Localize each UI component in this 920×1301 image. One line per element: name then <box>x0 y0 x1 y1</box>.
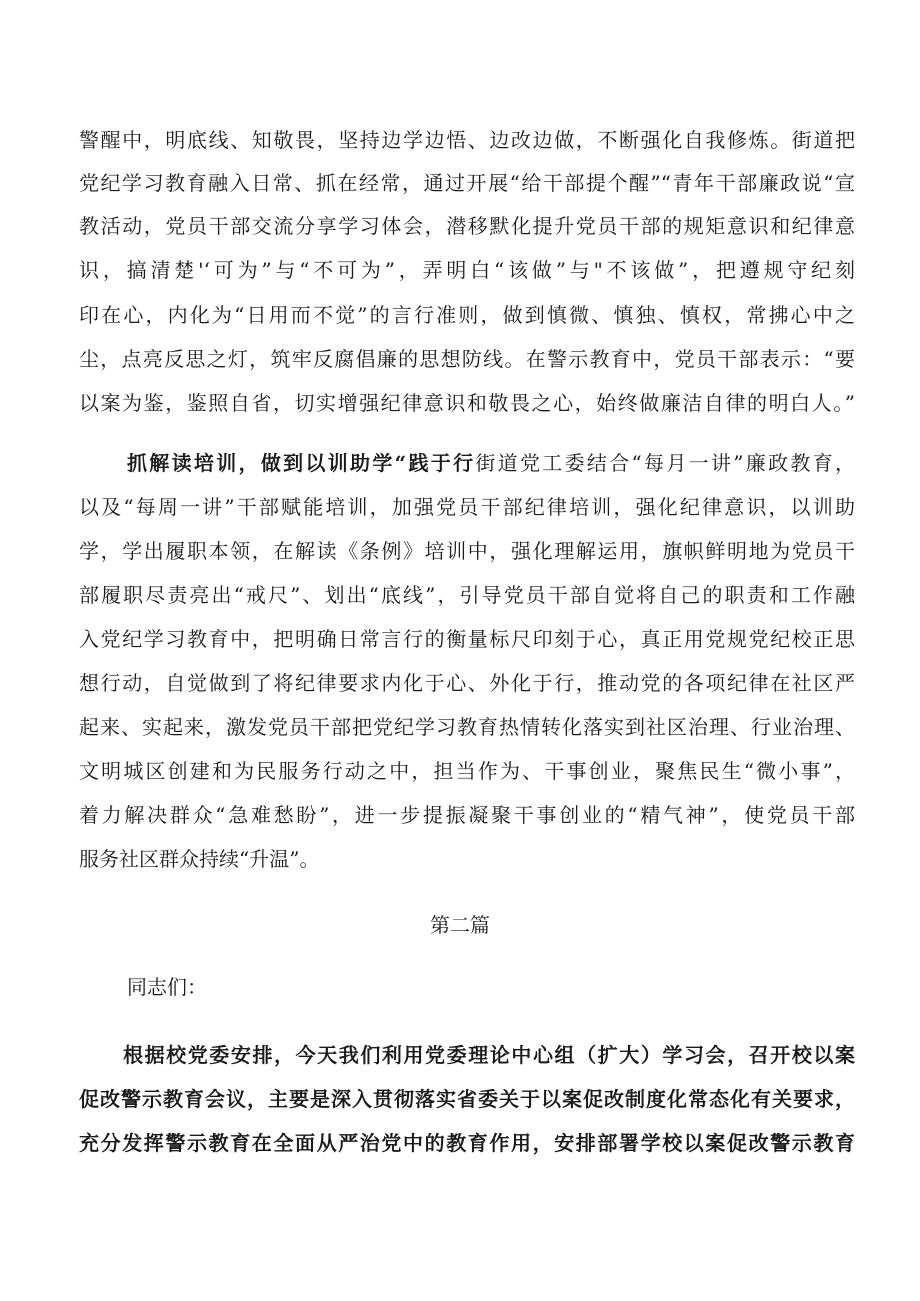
paragraph-line: 促改警示教育会议，主要是深入贯彻落实省委关于以案促改制度化常态化有关要求， <box>79 1087 855 1111</box>
paragraph-line: 教活动，党员干部交流分享学习体会，潜移默化提升党员干部的规矩意识和纪律意 <box>79 214 855 238</box>
paragraph-line: 以及“每周一讲”干部赋能培训，加强党员干部纪律培训，强化纪律意识，以训助 <box>79 495 855 519</box>
paragraph-line: 部履职尽责亮出“戒尺”、划出“底线”，引导党员干部自觉将自己的职责和工作融 <box>79 583 855 607</box>
paragraph-line: 入党纪学习教育中，把明确日常言行的衡量标尺印刻于心，真正用党规党纪校正思 <box>79 627 855 651</box>
section-heading: 第二篇 <box>430 913 490 937</box>
paragraph-first-line-rest: 街道党工委结合“每月一讲”廉政教育， <box>475 451 855 475</box>
paragraph-line: 想行动，自觉做到了将纪律要求内化于心、外化于行，推动党的各项纪律在社区严 <box>79 671 855 695</box>
paragraph-line: 警醒中，明底线、知敬畏，坚持边学边悟、边改边做，不断强化自我修炼。街道把 <box>79 128 855 152</box>
paragraph-line: 尘，点亮反思之灯，筑牢反腐倡廉的思想防线。在警示教育中，党员干部表示：“要 <box>79 347 855 371</box>
paragraph-line: 以案为鉴，鉴照自省，切实增强纪律意识和敬畏之心，始终做廉洁自律的明白人。” <box>79 391 855 415</box>
salutation: 同志们： <box>127 975 207 999</box>
paragraph-lead-bold: 抓解读培训，做到以训助学“践于行 <box>127 451 476 475</box>
paragraph-line: 识，搞清楚'‘可为”与“不可为”，弄明白“该做”与"不该做”，把遵规守纪刻 <box>79 258 855 282</box>
paragraph-line: 学，学出履职本领，在解读《条例》培训中，强化理解运用，旗帜鲜明地为党员干 <box>79 539 855 563</box>
paragraph-last-line: 服务社区群众持续“升温”。 <box>79 847 320 871</box>
paragraph-first-line <box>127 453 855 473</box>
paragraph-line: 文明城区创建和为民服务行动之中，担当作为、干事创业，聚焦民生“微小事”， <box>79 759 855 783</box>
paragraph-line: 着力解决群众“急难愁盼”，进一步提振凝聚干事创业的“精气神”，使党员干部 <box>79 803 855 827</box>
paragraph-line: 印在心，内化为“日用而不觉”的言行准则，做到慎微、慎独、慎权，常拂心中之 <box>79 303 855 327</box>
paragraph-line: 充分发挥警示教育在全面从严治党中的教育作用，安排部署学校以案促改警示教育 <box>79 1131 855 1155</box>
paragraph-line: 党纪学习教育融入日常、抓在经常，通过开展“给干部提个醒”“青年干部廉政说“宣 <box>79 171 855 195</box>
paragraph-line: 起来、实起来，激发党员干部把党纪学习教育热情转化落实到社区治理、行业治理、 <box>79 715 855 739</box>
paragraph-line: 根据校党委安排，今天我们利用党委理论中心组（扩大）学习会，召开校以案 <box>123 1043 855 1067</box>
